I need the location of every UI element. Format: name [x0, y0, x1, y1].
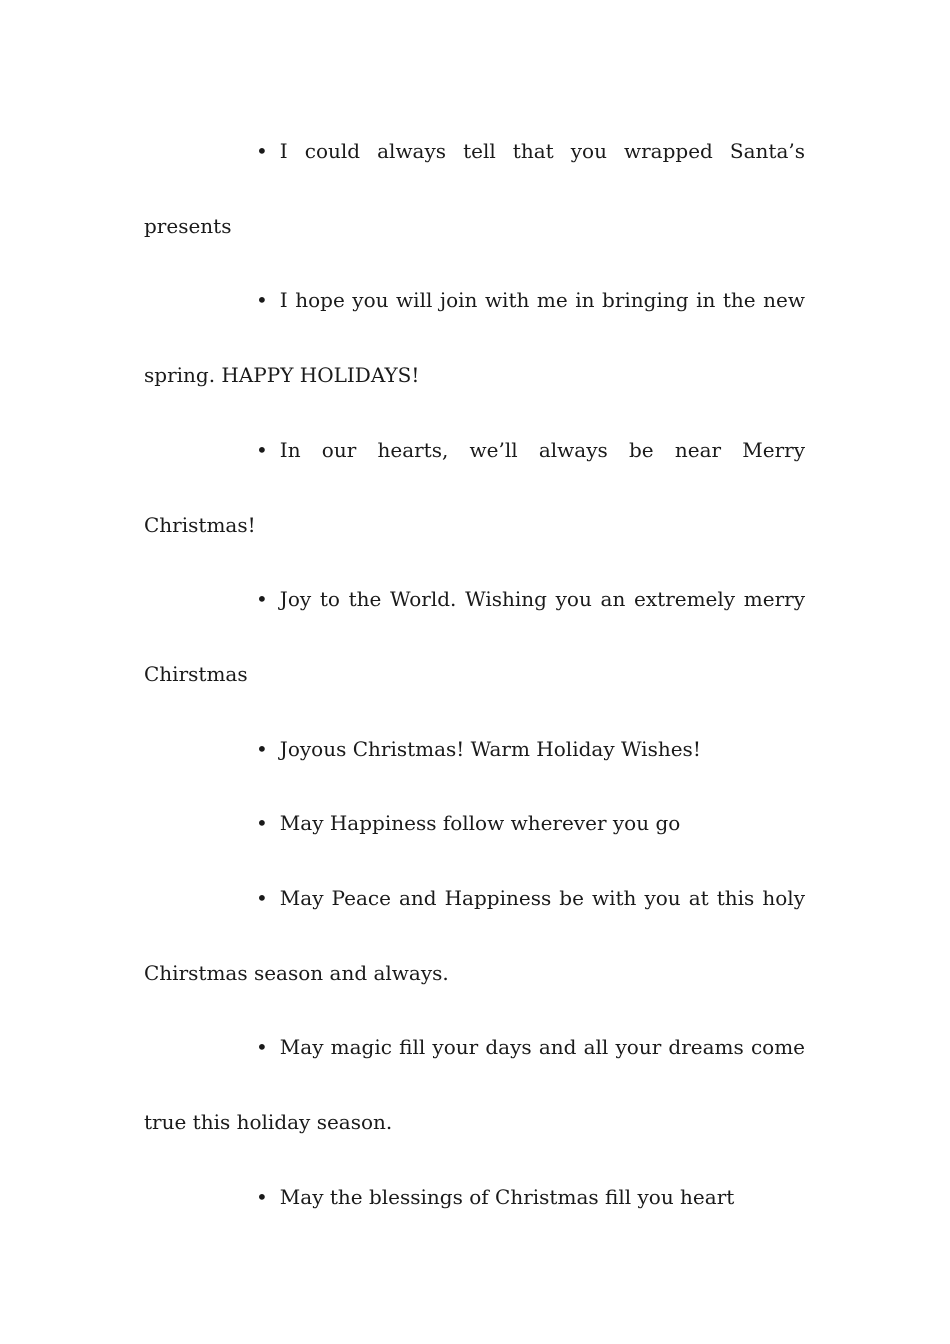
list-item — [144, 861, 805, 1010]
bullet-icon: • — [256, 886, 268, 911]
bullet-icon: • — [256, 811, 268, 836]
list-item — [144, 562, 805, 711]
list-item — [144, 1160, 805, 1235]
item-text: May Happiness follow wherever you go — [279, 811, 681, 836]
item-text: May magic fill your days and all your dreams come true this holiday season. — [144, 1035, 805, 1135]
bullet-icon: • — [256, 587, 268, 612]
item-text: Joyous Christmas! Warm Holiday Wishes! — [279, 736, 701, 761]
list-item — [144, 786, 805, 861]
list-item — [144, 114, 805, 263]
bullet-icon: • — [256, 736, 268, 761]
text-column — [144, 114, 805, 1235]
list-item — [144, 1010, 805, 1159]
item-text: I hope you will join with me in bringing in the new spring. HAPPY HOLIDAYS! — [144, 288, 805, 388]
bullet-icon: • — [256, 139, 268, 163]
list-item — [144, 712, 805, 787]
item-text: I could always tell that you wrapped Santa’s presents — [144, 139, 805, 238]
bullet-icon: • — [256, 437, 268, 462]
bullet-icon: • — [256, 1184, 268, 1209]
item-text: May the blessings of Christmas fill you heart — [279, 1184, 735, 1209]
bullet-icon: • — [256, 288, 268, 313]
item-text: Joy to the World. Wishing you an extremely merry Chirstmas — [144, 587, 805, 686]
item-text: May Peace and Happiness be with you at this holy Chirstmas season and always. — [144, 886, 805, 985]
list-item — [144, 263, 805, 412]
list-item — [144, 413, 805, 562]
item-text: In our hearts, we’ll always be near Merry Christmas! — [144, 437, 805, 537]
bullet-icon: • — [256, 1035, 268, 1060]
